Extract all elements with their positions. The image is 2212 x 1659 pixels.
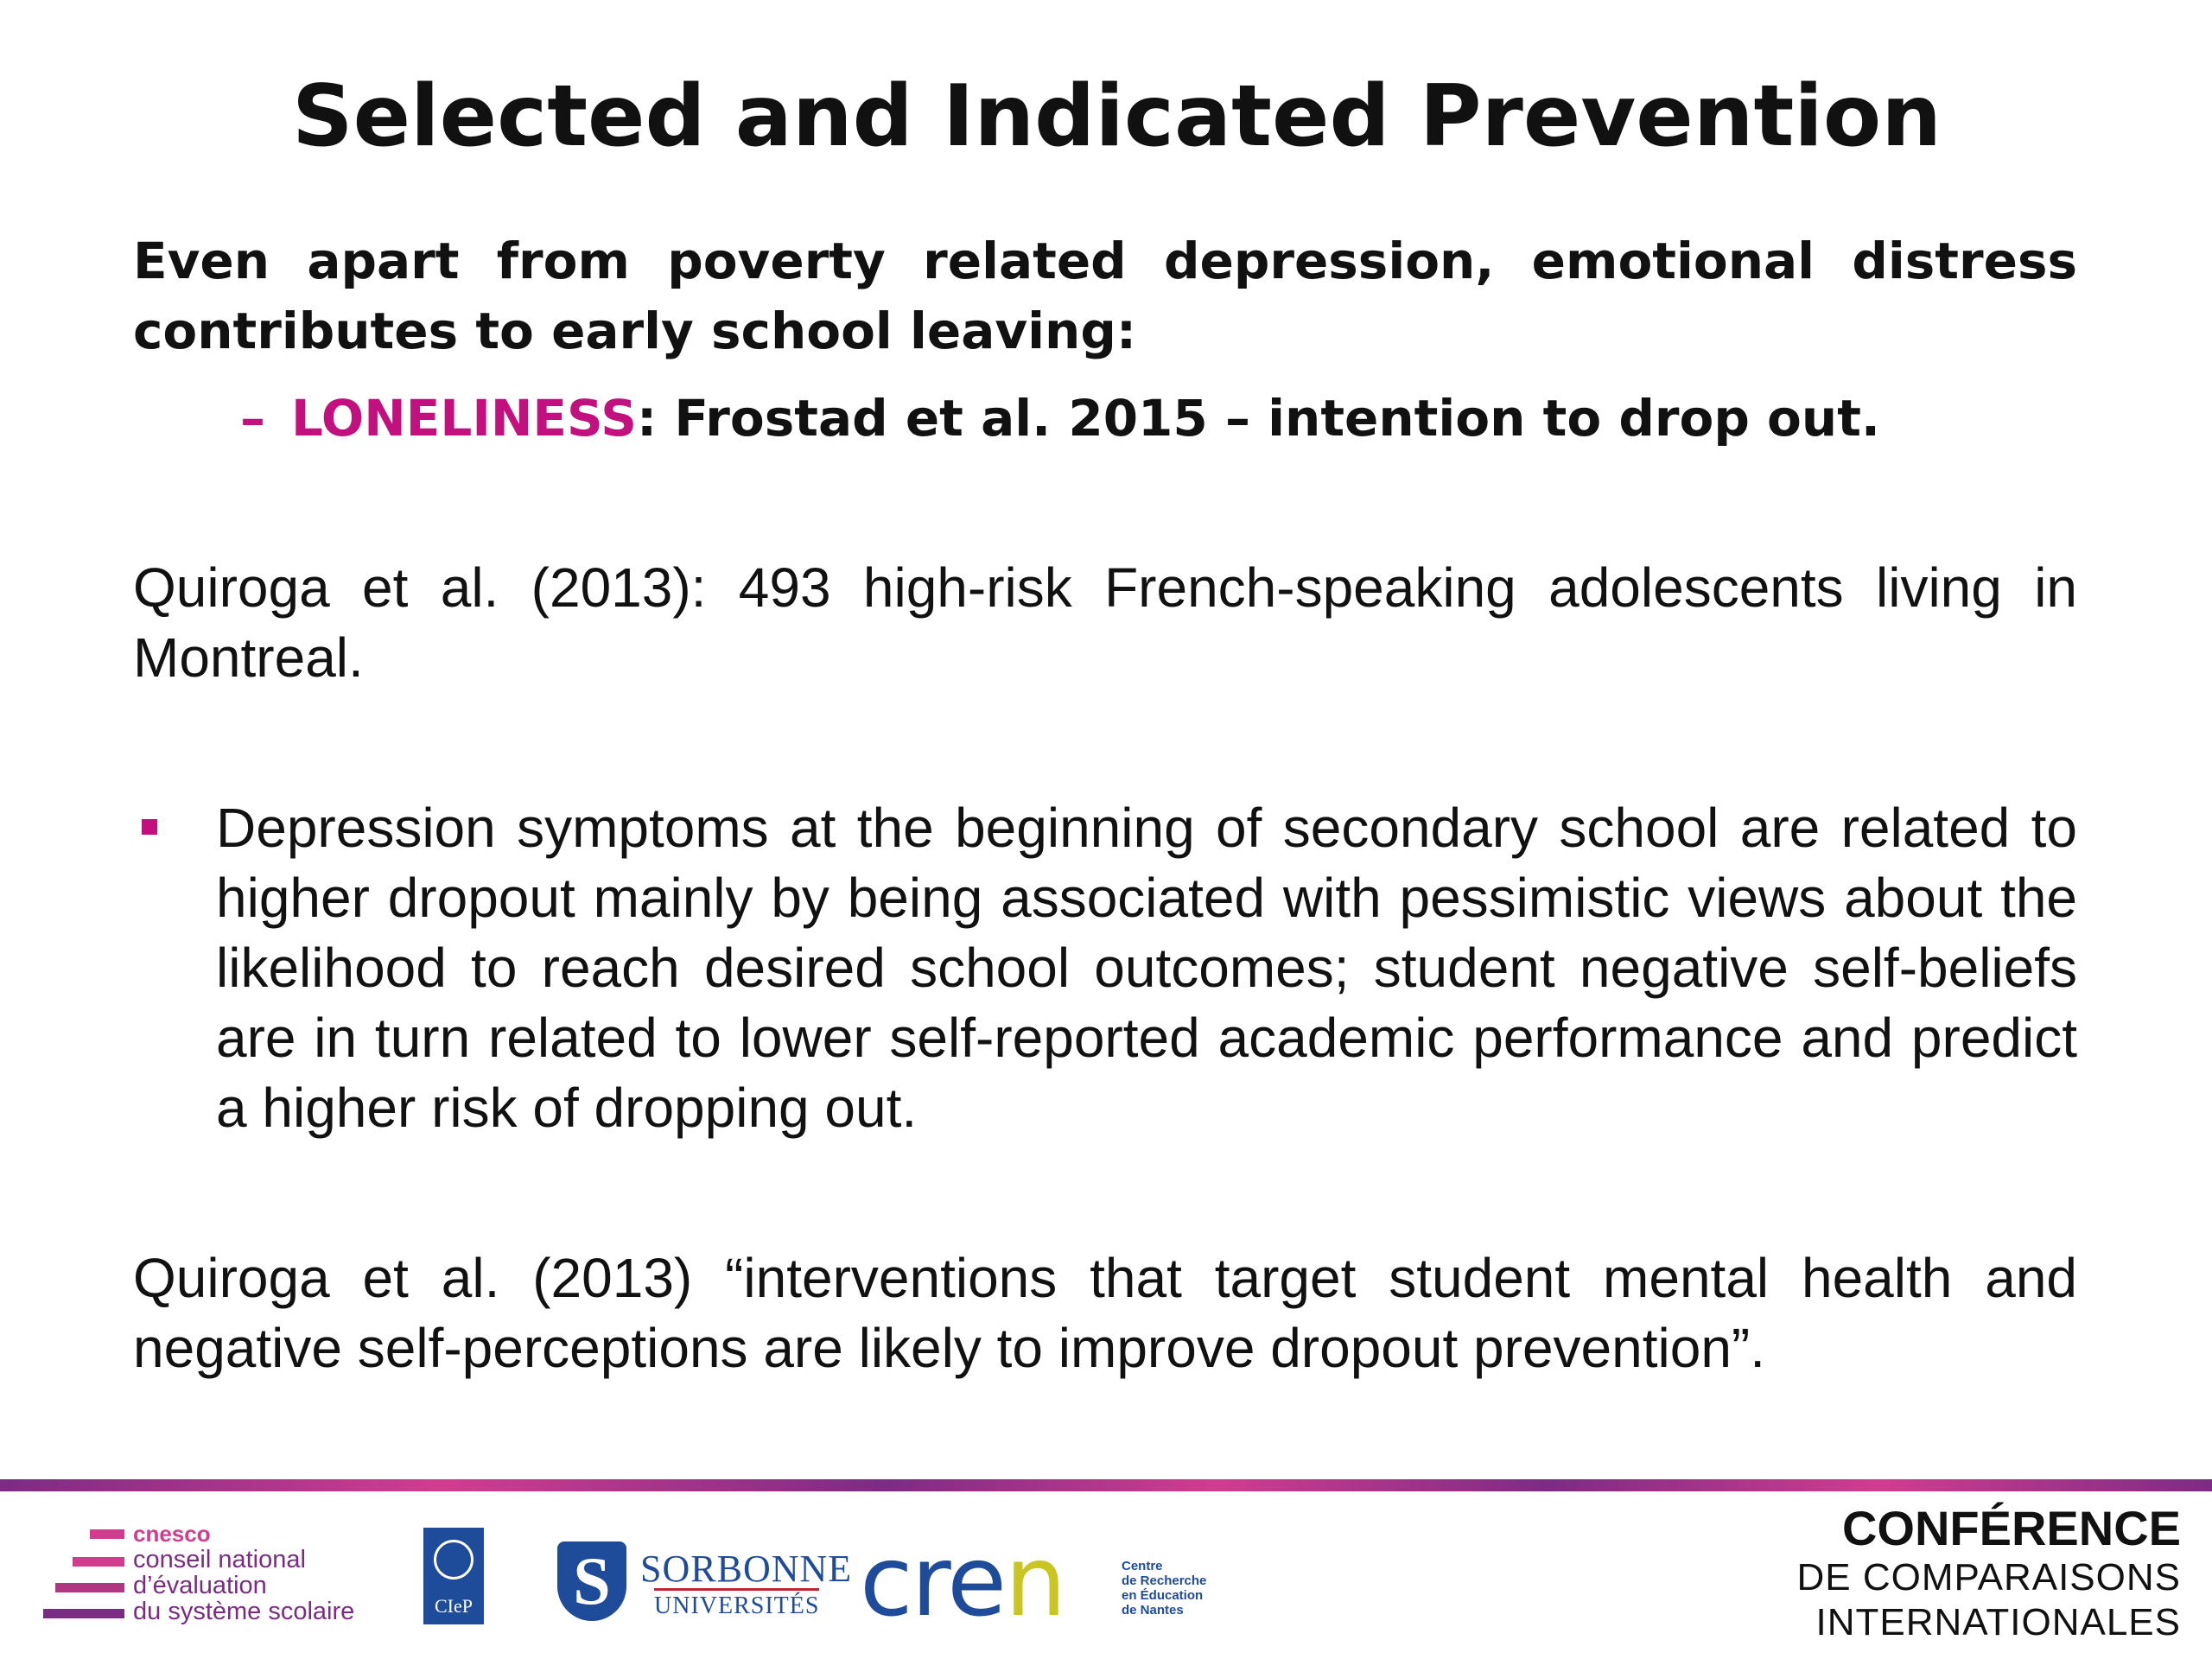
- sorbonne-logo: [557, 1541, 853, 1628]
- cnesco-logo: [43, 1521, 397, 1630]
- conference-line3: INTERNATIONALES: [1815, 1601, 2181, 1643]
- cnesco-line3: du système scolaire: [133, 1598, 355, 1625]
- lead-statement: Even apart from poverty related depression, emotional distress contributes to early school leaving:: [133, 232, 2077, 360]
- cren-logo-n: n: [1005, 1526, 1065, 1638]
- cren-sub-line2: de Recherche: [1122, 1573, 1207, 1588]
- cnesco-brand: cnesco: [133, 1521, 211, 1547]
- globe-icon: [434, 1540, 474, 1580]
- cren-logo: [860, 1526, 1065, 1638]
- sorbonne-sub: UNIVERSITÉS: [654, 1588, 819, 1620]
- conference-line2: DE COMPARAISONS: [1796, 1556, 2181, 1599]
- footer-divider: [0, 1479, 2212, 1491]
- dash-marker: –: [240, 389, 265, 448]
- loneliness-item: [240, 384, 1880, 454]
- quiroga-sample-paragraph: Quiroga et al. (2013): 493 high-risk French-speaking adolescents living in Montreal.: [133, 556, 2077, 689]
- conference-line1: CONFÉRENCE: [1841, 1501, 2181, 1555]
- bullet-text: Depression symptoms at the beginning of secondary school are related to higher dropout mainly by being associated with pessimistic views about the likelihood to reach desired school outcomes; student negative self-beliefs are in turn related to lower self-reported academic performance and predict a higher risk of dropping out.: [216, 797, 2077, 1139]
- cren-subtitle: [1122, 1559, 1206, 1618]
- conference-title: [1797, 1502, 2181, 1645]
- loneliness-keyword: LONELINESS: [291, 389, 637, 448]
- square-bullet-icon: [142, 819, 157, 835]
- ciep-label: CIeP: [435, 1595, 473, 1617]
- cren-sub-line4: de Nantes: [1122, 1603, 1184, 1618]
- loneliness-citation: : Frostad et al. 2015 – intention to drop out.: [637, 389, 1880, 448]
- cren-sub-line3: en Éducation: [1122, 1588, 1204, 1603]
- cren-logo-c: cre: [860, 1526, 1006, 1638]
- bullet-item: [133, 793, 2077, 1143]
- cren-sub-line1: Centre: [1122, 1559, 1163, 1573]
- sorbonne-name: SORBONNE: [640, 1548, 853, 1590]
- cnesco-line1: conseil national: [133, 1546, 306, 1573]
- ciep-logo: [423, 1528, 484, 1624]
- footer-logos: [0, 1491, 2212, 1659]
- slide-title: Selected and Indicated Prevention: [292, 67, 1942, 166]
- cnesco-line2: d’évaluation: [133, 1572, 267, 1599]
- sorbonne-shield-icon: S: [557, 1541, 626, 1621]
- quiroga-quote-paragraph: Quiroga et al. (2013) “interventions that target student mental health and negative self-perceptions are likely to improve dropout prevention”.: [133, 1247, 2077, 1379]
